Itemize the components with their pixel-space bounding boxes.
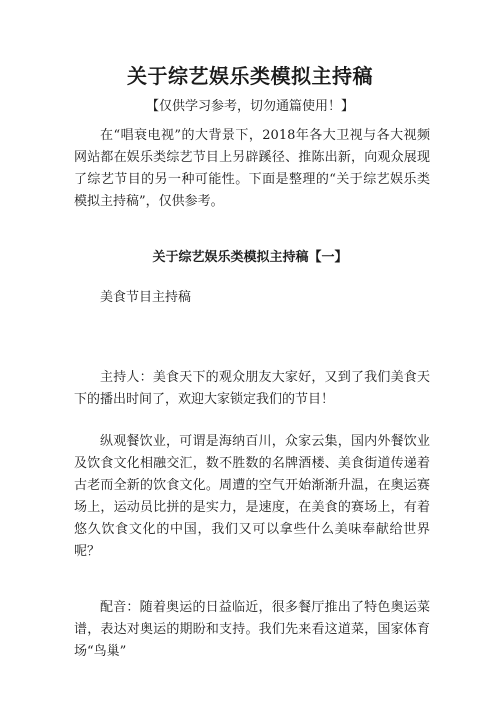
host-opening-paragraph: 主持人：美食天下的观众朋友大家好，又到了我们美食天下的播出时间了，欢迎大家锁定我们的节目！ <box>74 370 430 407</box>
catering-paragraph: 纵观餐饮业，可谓是海纳百川，众家云集，国内外餐饮业及饮食文化相融交汇，数不胜数的名牌酒楼、美食街道传递着古老而全新的饮食文化。周遭的空气开始渐渐升温，在奥运赛场上，运动员比拼的是实力，是速度，在美食的赛场上，有着悠久饮食文化的中国，我们又可以拿些什么美味奉献给世界呢？ <box>74 434 430 559</box>
intro-paragraph: 在“唱衰电视”的大背景下，2018年各大卫视与各大视频网站都在娱乐类综艺节目上另辟蹊径、推陈出新，向观众展现了综艺节目的另一种可能性。下面是整理的“关于综艺娱乐类模拟主持稿”，仅供参考。 <box>74 128 430 209</box>
document-title: 关于综艺娱乐类模拟主持稿 <box>127 64 373 88</box>
subtitle-paragraph: 美食节目主持稿 <box>100 290 192 305</box>
voiceover-paragraph: 配音：随着奥运的日益临近，很多餐厅推出了特色奥运菜谱，表达对奥运的期盼和支持。我们先来看这道菜，国家体育场“鸟巢” <box>74 600 430 659</box>
section-heading: 关于综艺娱乐类模拟主持稿【一】 <box>152 250 348 265</box>
disclaimer-note: 【仅供学习参考，切勿通篇使用！】 <box>145 99 354 114</box>
